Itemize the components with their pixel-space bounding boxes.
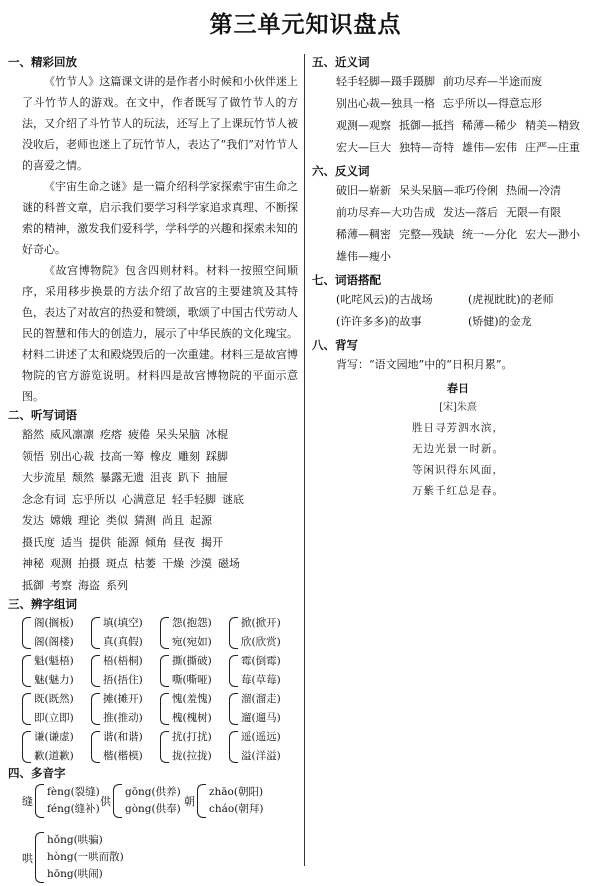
word-line xyxy=(22,575,298,597)
brace-icon xyxy=(160,731,169,763)
synonym-pair: 稀薄—稀少 xyxy=(462,119,517,132)
antonym-pair: 无限—有限 xyxy=(506,206,561,219)
char-group xyxy=(22,615,91,651)
char-word: 扰(打扰) xyxy=(172,731,212,743)
dictation-word: 趴下 xyxy=(178,471,200,484)
dictation-word: 领悟 xyxy=(22,449,44,463)
synonym-pair: 轻手轻脚—蹑手蹑脚 xyxy=(336,75,435,88)
char-group-items xyxy=(103,691,143,727)
char-group-items xyxy=(172,653,212,689)
char-group-items xyxy=(103,615,143,651)
dictation-word: 威风凛凛 xyxy=(50,428,94,441)
synonym-pair: 观测—观察 xyxy=(336,119,391,132)
char-word: 溜(溜走) xyxy=(241,693,281,705)
char-word: 歉(道歉) xyxy=(34,750,74,762)
synonym-pair: 精美—精致 xyxy=(525,119,580,132)
polyphone-reading: hōng(哄闹) xyxy=(47,868,103,880)
char-group xyxy=(22,691,91,727)
dictation-word: 提供 xyxy=(89,535,111,549)
char-group xyxy=(91,729,160,765)
dictation-word: 发达 xyxy=(22,514,44,527)
char-group-items xyxy=(172,729,212,765)
brace-icon xyxy=(22,617,31,649)
char-group-items xyxy=(103,653,143,689)
polyphone-char: 朝 xyxy=(184,795,195,808)
char-word: 宛(宛如) xyxy=(172,636,212,648)
char-word: 槐(槐树) xyxy=(172,712,212,724)
dictation-word: 猜测 xyxy=(134,514,156,527)
section-distinguish-chars xyxy=(8,596,298,765)
brace-icon xyxy=(91,655,100,687)
polyphone-char: 缝 xyxy=(22,795,33,808)
synonym-pair: 前功尽弃—半途而废 xyxy=(443,75,542,88)
paragraph-zhujieren: 《竹节人》这篇课文讲的是作者小时候和小伙伴迷上了斗竹节人的游戏。在文中，作者既写了做竹节人的方法，又介绍了斗竹节人的玩法，还写上了上课玩竹节人被没收后，老师也迷上了玩竹节人，表达了“我们”对竹节人的喜爱之情。 xyxy=(22,75,298,172)
dictation-word: 起源 xyxy=(190,514,212,527)
antonym-pair: 雄伟—瘦小 xyxy=(336,250,391,263)
dictation-word: 豁然 xyxy=(22,428,44,441)
brace-icon xyxy=(91,693,100,725)
polyphone-reading: gòng(供奉) xyxy=(125,803,181,815)
antonym-pair: 稀薄—稠密 xyxy=(336,228,391,241)
dictation-word: 雕刻 xyxy=(178,449,200,463)
section-title: 一、精彩回放 xyxy=(8,55,77,69)
section-title: 五、近义词 xyxy=(312,55,370,69)
dictation-word: 倾角 xyxy=(145,535,167,549)
polyphone-reading: gōng(供养) xyxy=(125,786,181,798)
char-group xyxy=(160,653,229,689)
char-word: 遥(遥远) xyxy=(241,731,281,743)
paragraph-palace-museum: 《故宫博物院》包含四则材料。材料一按照空间顺序，采用移步换景的方法介绍了故宫的主要建筑及其特色，表达了对故宫的热爱和赞颂，歌颂了中国古代劳动人民的智慧和伟大的创造力，展示了中华民族的文化瑰宝。材料二讲述了太和殿烧毁后的一次重建。材料三是故宫博物院的官方游览说明。材料四是故宫博物院的平面示意图。 xyxy=(22,264,298,403)
section-title: 二、听写词语 xyxy=(8,408,77,422)
char-word: 捂(捂住) xyxy=(103,674,143,686)
word-line xyxy=(22,510,298,532)
collocation-phrase: (矫健)的金龙 xyxy=(468,315,532,328)
antonym-pair: 宏大—渺小 xyxy=(525,228,580,241)
synonym-pair: 宏大—巨大 xyxy=(336,141,391,154)
char-word: 阁(阁楼) xyxy=(34,636,74,648)
left-column xyxy=(8,54,298,886)
polyphone-readings xyxy=(47,832,124,883)
brace-icon xyxy=(113,784,122,818)
dictation-word: 类似 xyxy=(106,514,128,527)
word-line xyxy=(336,202,604,224)
word-line xyxy=(336,115,604,137)
char-word: 谦(谦虚) xyxy=(34,731,74,743)
word-line xyxy=(22,424,298,446)
dictation-word: 考察 xyxy=(50,578,72,592)
dictation-word: 心满意足 xyxy=(122,492,166,506)
char-word: 摊(摊开) xyxy=(103,693,143,705)
polyphone-readings xyxy=(209,784,263,818)
synonym-pair: 独特—奇特 xyxy=(399,141,454,154)
char-group-items xyxy=(241,691,281,727)
brace-icon xyxy=(197,784,206,818)
poem-line: 等闲识得东风面， xyxy=(412,464,504,476)
section-title: 六、反义词 xyxy=(312,164,370,178)
collocation-phrase: (许许多多)的故事 xyxy=(336,315,422,328)
brace-icon xyxy=(22,655,31,687)
char-group xyxy=(229,729,298,765)
dictation-word: 疲倦 xyxy=(128,428,150,441)
dictation-word: 昼夜 xyxy=(173,535,195,549)
polyphone-group xyxy=(184,784,263,818)
char-word: 真(真假) xyxy=(103,636,143,648)
synonym-pair: 别出心裁—独具一格 xyxy=(336,97,435,110)
char-group-items xyxy=(241,615,281,651)
polyphone-readings xyxy=(125,784,181,818)
dictation-word: 神秘 xyxy=(22,557,44,570)
polyphone-readings xyxy=(47,784,100,818)
char-group-items xyxy=(34,653,74,689)
dictation-word: 抵御 xyxy=(22,578,44,592)
char-word: 谐(和谐) xyxy=(103,731,143,743)
dictation-word: 系列 xyxy=(106,578,128,592)
section-title: 三、辨字组词 xyxy=(8,597,77,611)
word-line xyxy=(336,71,604,93)
char-group-items xyxy=(34,615,74,651)
polyphone-char: 哄 xyxy=(22,851,33,865)
word-line xyxy=(336,224,604,246)
word-line xyxy=(22,553,298,575)
brace-icon xyxy=(35,784,44,818)
dictation-word: 海盗 xyxy=(78,578,100,592)
antonym-pair: 前功尽弃—大功告成 xyxy=(336,206,435,219)
collocation-line xyxy=(336,311,604,333)
dictation-word: 嫦娥 xyxy=(50,514,72,527)
brace-icon xyxy=(35,832,44,883)
dictation-word: 揭开 xyxy=(201,535,223,549)
word-line xyxy=(336,137,604,159)
char-group xyxy=(160,729,229,765)
poem-title: 春日 xyxy=(447,382,469,395)
word-line xyxy=(336,180,604,202)
char-word: 拢(拉拢) xyxy=(172,750,212,762)
dictation-word: 干燥 xyxy=(162,557,184,570)
brace-icon xyxy=(91,617,100,649)
dictation-word: 念念有词 xyxy=(22,492,66,506)
page-title: 第三单元知识盘点 xyxy=(209,11,402,38)
brace-icon xyxy=(22,693,31,725)
paragraph-universe: 《宇宙生命之谜》是一篇介绍科学家探索宇宙生命之谜的科普文章，启示我们要学习科学家追求真理、不断探索的精神，激发我们爱科学，学科学的兴趣和探索未知的好奇心。 xyxy=(22,180,298,256)
char-group xyxy=(22,729,91,765)
synonym-list xyxy=(336,71,604,159)
char-word: 既(既然) xyxy=(34,693,74,705)
brace-icon xyxy=(229,693,238,725)
collocation-list xyxy=(336,289,604,333)
polyphone-reading: cháo(朝拜) xyxy=(209,803,264,815)
char-group xyxy=(160,691,229,727)
section-recite xyxy=(312,337,604,502)
char-word: 推(推动) xyxy=(103,712,143,724)
section-polyphones xyxy=(8,765,298,886)
char-group xyxy=(22,653,91,689)
char-group-grid xyxy=(22,615,298,765)
char-group-items xyxy=(241,653,281,689)
synonym-pair: 忘乎所以—得意忘形 xyxy=(443,97,542,110)
section-title: 八、背写 xyxy=(312,338,358,352)
char-group-row xyxy=(22,729,298,765)
brace-icon xyxy=(229,731,238,763)
char-word: 欣(欣赏) xyxy=(241,636,281,648)
recite-instruction: 背写：“语文园地”中的“日积月累”。 xyxy=(336,358,513,371)
brace-icon xyxy=(160,617,169,649)
polyphone-char: 供 xyxy=(100,795,111,808)
word-line xyxy=(22,532,298,554)
char-group xyxy=(160,615,229,651)
char-word: 掀(掀开) xyxy=(241,617,281,629)
char-group-row xyxy=(22,615,298,651)
synonym-pair: 庄严—庄重 xyxy=(525,141,580,154)
char-word: 霉(倒霉) xyxy=(241,655,281,667)
dictation-word: 能源 xyxy=(117,535,139,549)
dictation-word: 沮丧 xyxy=(150,471,172,484)
char-word: 魁(魁梧) xyxy=(34,655,74,667)
poem xyxy=(312,380,604,502)
dictation-word: 技高一筹 xyxy=(100,449,144,463)
dictation-word: 疙瘩 xyxy=(100,428,122,441)
dictation-word: 颓然 xyxy=(72,471,94,484)
char-word: 撕(撕破) xyxy=(172,655,212,667)
polyphone-reading: zhāo(朝阳) xyxy=(209,786,264,798)
char-group xyxy=(229,653,298,689)
section-antonyms xyxy=(312,163,604,268)
section-synonyms xyxy=(312,54,604,159)
char-group-items xyxy=(34,691,74,727)
section-title: 四、多音字 xyxy=(8,766,66,780)
dictation-word: 适当 xyxy=(61,535,83,549)
antonym-pair: 完整—残缺 xyxy=(399,228,454,241)
column-divider xyxy=(304,54,305,866)
char-group-row xyxy=(22,653,298,689)
polyphone-group xyxy=(100,784,181,818)
char-word: 梧(梧桐) xyxy=(103,655,143,667)
section-collocations xyxy=(312,272,604,333)
polyphone-reading: fèng(裂缝) xyxy=(47,786,100,798)
polyphone-reading: féng(缝补) xyxy=(47,803,100,815)
char-word: 怨(抱怨) xyxy=(172,617,212,629)
collocation-line xyxy=(336,289,604,311)
antonym-pair: 呆头呆脑—乖巧伶俐 xyxy=(399,184,498,197)
brace-icon xyxy=(229,655,238,687)
brace-icon xyxy=(160,693,169,725)
polyphone-list xyxy=(22,782,298,886)
collocation-phrase: (叱咤风云)的古战场 xyxy=(336,293,433,306)
antonym-list xyxy=(336,180,604,268)
dictation-word: 暴露无遗 xyxy=(100,471,144,484)
brace-icon xyxy=(229,617,238,649)
dictation-word: 冰棍 xyxy=(206,428,228,441)
char-group xyxy=(91,691,160,727)
dictation-word: 别出心裁 xyxy=(50,449,94,463)
word-line xyxy=(22,489,298,511)
dictation-word: 拍摄 xyxy=(78,557,100,570)
char-word: 遛(遛马) xyxy=(241,712,281,724)
antonym-pair: 发达—落后 xyxy=(443,206,498,219)
char-group xyxy=(91,653,160,689)
polyphone-reading: hǒng(哄骗) xyxy=(47,834,103,846)
poem-author: [宋]朱熹 xyxy=(439,402,477,413)
char-group-items xyxy=(172,615,212,651)
dictation-word: 磁场 xyxy=(218,557,240,570)
word-line xyxy=(22,467,298,489)
polyphone-group xyxy=(22,832,124,883)
dictation-word: 斑点 xyxy=(106,557,128,570)
char-word: 魅(魅力) xyxy=(34,674,74,686)
brace-icon xyxy=(22,731,31,763)
char-word: 填(填空) xyxy=(103,617,143,629)
char-group xyxy=(229,615,298,651)
collocation-phrase: (虎视眈眈)的老师 xyxy=(468,293,554,306)
dictation-word: 踩脚 xyxy=(206,449,228,463)
dictation-word: 橡皮 xyxy=(150,449,172,463)
char-group-items xyxy=(172,691,212,727)
polyphone-reading: hòng(一哄而散) xyxy=(47,851,124,863)
section-title: 七、词语搭配 xyxy=(312,273,381,287)
dictation-word: 大步流星 xyxy=(22,471,66,484)
dictation-word-list xyxy=(22,424,298,596)
char-word: 愧(羞愧) xyxy=(172,693,212,705)
antonym-pair: 热闹—冷清 xyxy=(506,184,561,197)
poem-line: 万紫千红总是春。 xyxy=(412,485,504,497)
synonym-pair: 抵御—抵挡 xyxy=(399,119,454,132)
right-column xyxy=(312,54,604,502)
dictation-word: 枯萎 xyxy=(134,557,156,570)
dictation-word: 沙漠 xyxy=(190,557,212,570)
char-word: 即(立即) xyxy=(34,712,74,724)
char-word: 莓(草莓) xyxy=(241,674,281,686)
char-word: 楷(楷模) xyxy=(103,750,143,762)
dictation-word: 抽屉 xyxy=(206,471,228,484)
word-line xyxy=(22,446,298,468)
antonym-pair: 统一—分化 xyxy=(462,228,517,241)
polyphone-group xyxy=(22,784,100,818)
dictation-word: 呆头呆脑 xyxy=(156,428,200,441)
brace-icon xyxy=(91,731,100,763)
char-group-items xyxy=(103,729,143,765)
section-dictation xyxy=(8,407,298,596)
antonym-pair: 破旧—崭新 xyxy=(336,184,391,197)
dictation-word: 谜底 xyxy=(222,492,244,506)
synonym-pair: 雄伟—宏伟 xyxy=(462,141,517,154)
dictation-word: 观测 xyxy=(50,557,72,570)
dictation-word: 忘乎所以 xyxy=(72,492,116,506)
brace-icon xyxy=(160,655,169,687)
dictation-word: 理论 xyxy=(78,514,100,527)
word-line xyxy=(336,93,604,115)
char-word: 嘶(嘶哑) xyxy=(172,674,212,686)
char-group-items xyxy=(241,729,281,765)
poem-line: 无边光景一时新。 xyxy=(412,443,504,455)
char-group xyxy=(229,691,298,727)
poem-line: 胜日寻芳泗水滨， xyxy=(412,422,504,434)
section-review xyxy=(8,54,298,407)
char-group-row xyxy=(22,691,298,727)
dictation-word: 轻手轻脚 xyxy=(172,492,216,506)
word-line xyxy=(336,246,604,268)
char-group-items xyxy=(34,729,74,765)
char-group xyxy=(91,615,160,651)
char-word: 溢(洋溢) xyxy=(241,750,281,762)
char-word: 阁(搁板) xyxy=(34,617,74,629)
dictation-word: 尚且 xyxy=(162,514,184,527)
dictation-word: 摄氏度 xyxy=(22,535,55,549)
